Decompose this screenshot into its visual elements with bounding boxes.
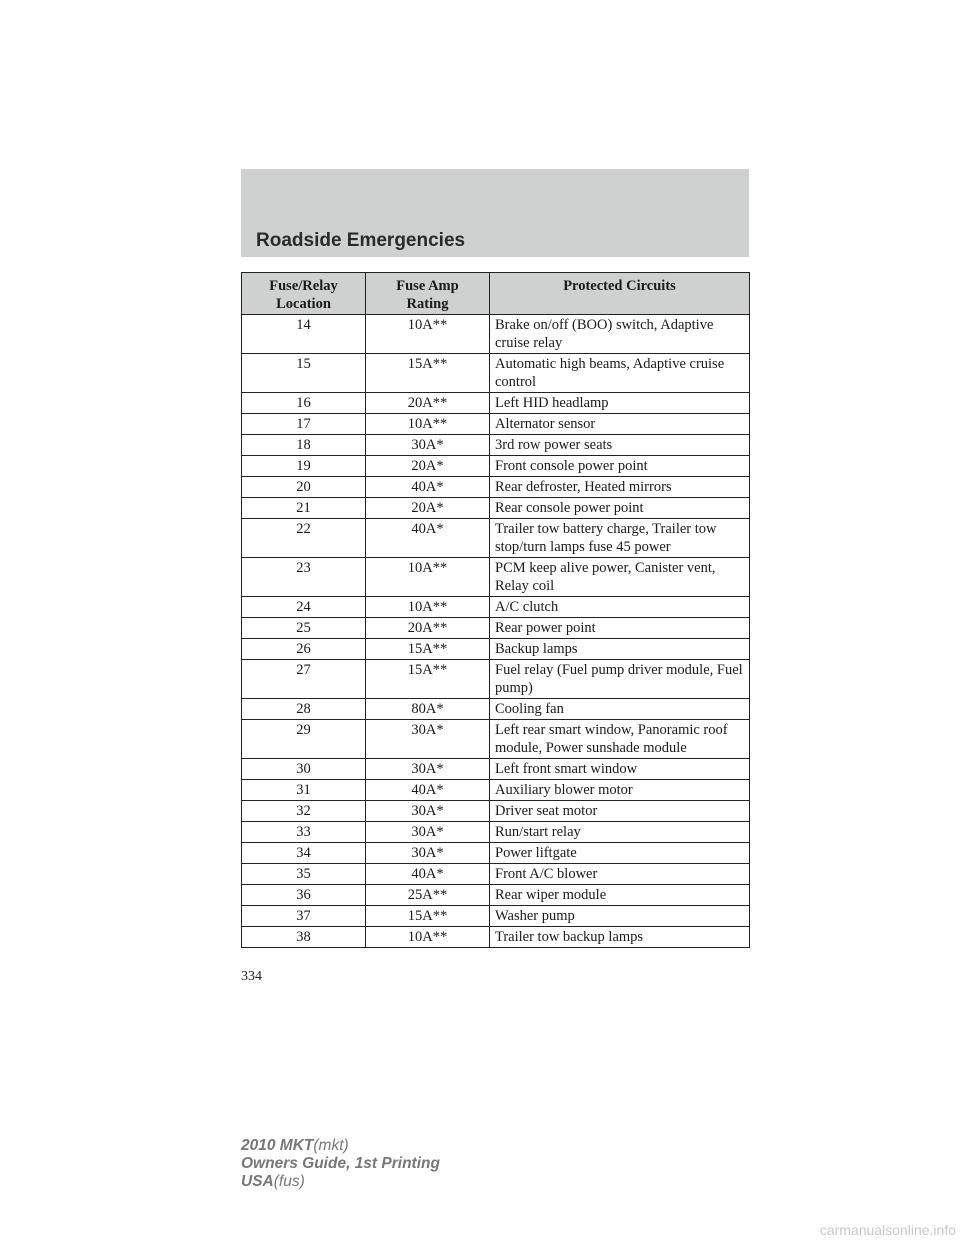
protected-circuits-cell: Trailer tow backup lamps xyxy=(490,927,750,948)
table-row xyxy=(242,759,750,780)
footer-line-model xyxy=(241,1137,440,1155)
fuse-table-body xyxy=(242,315,750,948)
page-number: 334 xyxy=(241,969,262,984)
protected-circuits-cell: Rear power point xyxy=(490,618,750,639)
fuse-rating-cell: 40A* xyxy=(366,780,490,801)
fuse-location-cell: 27 xyxy=(242,660,366,699)
protected-circuits-cell: Rear wiper module xyxy=(490,885,750,906)
fuse-location-cell: 23 xyxy=(242,558,366,597)
fuse-location-cell: 19 xyxy=(242,456,366,477)
fuse-rating-cell: 30A* xyxy=(366,822,490,843)
fuse-rating-cell: 40A* xyxy=(366,519,490,558)
protected-circuits-cell: 3rd row power seats xyxy=(490,435,750,456)
table-row xyxy=(242,660,750,699)
table-row xyxy=(242,822,750,843)
table-row xyxy=(242,639,750,660)
fuse-location-cell: 29 xyxy=(242,720,366,759)
table-row xyxy=(242,456,750,477)
footer-region: USA xyxy=(241,1173,274,1190)
footer-model: 2010 MKT xyxy=(241,1137,314,1154)
fuse-location-cell: 36 xyxy=(242,885,366,906)
fuse-rating-cell: 30A* xyxy=(366,843,490,864)
fuse-location-cell: 22 xyxy=(242,519,366,558)
table-row xyxy=(242,885,750,906)
fuse-location-cell: 26 xyxy=(242,639,366,660)
print-footer xyxy=(241,1137,440,1191)
fuse-rating-cell: 20A** xyxy=(366,393,490,414)
fuse-rating-cell: 30A* xyxy=(366,435,490,456)
column-header-circuits: Protected Circuits xyxy=(490,273,750,315)
protected-circuits-cell: Rear console power point xyxy=(490,498,750,519)
watermark: carmanualsonline.info xyxy=(819,1222,956,1238)
table-row xyxy=(242,906,750,927)
fuse-rating-cell: 10A** xyxy=(366,927,490,948)
protected-circuits-cell: Brake on/off (BOO) switch, Adaptive cruise relay xyxy=(490,315,750,354)
fuse-location-cell: 18 xyxy=(242,435,366,456)
footer-region-code: (fus) xyxy=(273,1173,305,1190)
fuse-rating-cell: 20A** xyxy=(366,618,490,639)
footer-line-guide xyxy=(241,1155,440,1173)
fuse-location-cell: 37 xyxy=(242,906,366,927)
table-row xyxy=(242,315,750,354)
protected-circuits-cell: Left front smart window xyxy=(490,759,750,780)
protected-circuits-cell: Left rear smart window, Panoramic roof module, Power sunshade module xyxy=(490,720,750,759)
table-header-row xyxy=(242,273,750,315)
fuse-location-cell: 38 xyxy=(242,927,366,948)
fuse-table xyxy=(241,272,750,948)
fuse-location-cell: 24 xyxy=(242,597,366,618)
section-title: Roadside Emergencies xyxy=(256,230,466,251)
protected-circuits-cell: Trailer tow battery charge, Trailer tow stop/turn lamps fuse 45 power xyxy=(490,519,750,558)
column-header-location: Fuse/Relay Location xyxy=(242,273,366,315)
protected-circuits-cell: Driver seat motor xyxy=(490,801,750,822)
table-row xyxy=(242,927,750,948)
protected-circuits-cell: Left HID headlamp xyxy=(490,393,750,414)
table-row xyxy=(242,864,750,885)
protected-circuits-cell: PCM keep alive power, Canister vent, Relay coil xyxy=(490,558,750,597)
table-row xyxy=(242,618,750,639)
fuse-location-cell: 31 xyxy=(242,780,366,801)
fuse-location-cell: 35 xyxy=(242,864,366,885)
fuse-rating-cell: 10A** xyxy=(366,558,490,597)
fuse-rating-cell: 20A* xyxy=(366,498,490,519)
fuse-rating-cell: 10A** xyxy=(366,315,490,354)
fuse-rating-cell: 20A* xyxy=(366,456,490,477)
fuse-location-cell: 33 xyxy=(242,822,366,843)
fuse-location-cell: 14 xyxy=(242,315,366,354)
fuse-location-cell: 16 xyxy=(242,393,366,414)
fuse-rating-cell: 10A** xyxy=(366,597,490,618)
table-row xyxy=(242,414,750,435)
table-row xyxy=(242,435,750,456)
fuse-rating-cell: 15A** xyxy=(366,354,490,393)
footer-model-code: (mkt) xyxy=(313,1137,349,1154)
fuse-rating-cell: 15A** xyxy=(366,639,490,660)
fuse-location-cell: 25 xyxy=(242,618,366,639)
fuse-rating-cell: 10A** xyxy=(366,414,490,435)
fuse-rating-cell: 40A* xyxy=(366,864,490,885)
protected-circuits-cell: Cooling fan xyxy=(490,699,750,720)
fuse-location-cell: 34 xyxy=(242,843,366,864)
table-row xyxy=(242,843,750,864)
table-row xyxy=(242,699,750,720)
fuse-location-cell: 17 xyxy=(242,414,366,435)
table-row xyxy=(242,498,750,519)
table-row xyxy=(242,354,750,393)
fuse-rating-cell: 40A* xyxy=(366,477,490,498)
fuse-location-cell: 32 xyxy=(242,801,366,822)
protected-circuits-cell: Alternator sensor xyxy=(490,414,750,435)
fuse-location-cell: 28 xyxy=(242,699,366,720)
footer-line-region xyxy=(241,1173,440,1191)
fuse-location-cell: 20 xyxy=(242,477,366,498)
protected-circuits-cell: Power liftgate xyxy=(490,843,750,864)
fuse-rating-cell: 30A* xyxy=(366,759,490,780)
table-row xyxy=(242,720,750,759)
protected-circuits-cell: Front A/C blower xyxy=(490,864,750,885)
fuse-rating-cell: 30A* xyxy=(366,720,490,759)
fuse-rating-cell: 25A** xyxy=(366,885,490,906)
table-row xyxy=(242,801,750,822)
fuse-rating-cell: 80A* xyxy=(366,699,490,720)
protected-circuits-cell: Washer pump xyxy=(490,906,750,927)
fuse-location-cell: 21 xyxy=(242,498,366,519)
protected-circuits-cell: A/C clutch xyxy=(490,597,750,618)
protected-circuits-cell: Auxiliary blower motor xyxy=(490,780,750,801)
protected-circuits-cell: Automatic high beams, Adaptive cruise control xyxy=(490,354,750,393)
protected-circuits-cell: Rear defroster, Heated mirrors xyxy=(490,477,750,498)
footer-guide: Owners Guide, 1st Printing xyxy=(241,1155,440,1172)
fuse-location-cell: 15 xyxy=(242,354,366,393)
protected-circuits-cell: Fuel relay (Fuel pump driver module, Fuel pump) xyxy=(490,660,750,699)
fuse-rating-cell: 30A* xyxy=(366,801,490,822)
table-row xyxy=(242,558,750,597)
fuse-rating-cell: 15A** xyxy=(366,660,490,699)
fuse-location-cell: 30 xyxy=(242,759,366,780)
protected-circuits-cell: Front console power point xyxy=(490,456,750,477)
table-row xyxy=(242,393,750,414)
table-row xyxy=(242,597,750,618)
column-header-rating: Fuse Amp Rating xyxy=(366,273,490,315)
protected-circuits-cell: Run/start relay xyxy=(490,822,750,843)
fuse-rating-cell: 15A** xyxy=(366,906,490,927)
table-row xyxy=(242,519,750,558)
protected-circuits-cell: Backup lamps xyxy=(490,639,750,660)
table-row xyxy=(242,780,750,801)
table-row xyxy=(242,477,750,498)
